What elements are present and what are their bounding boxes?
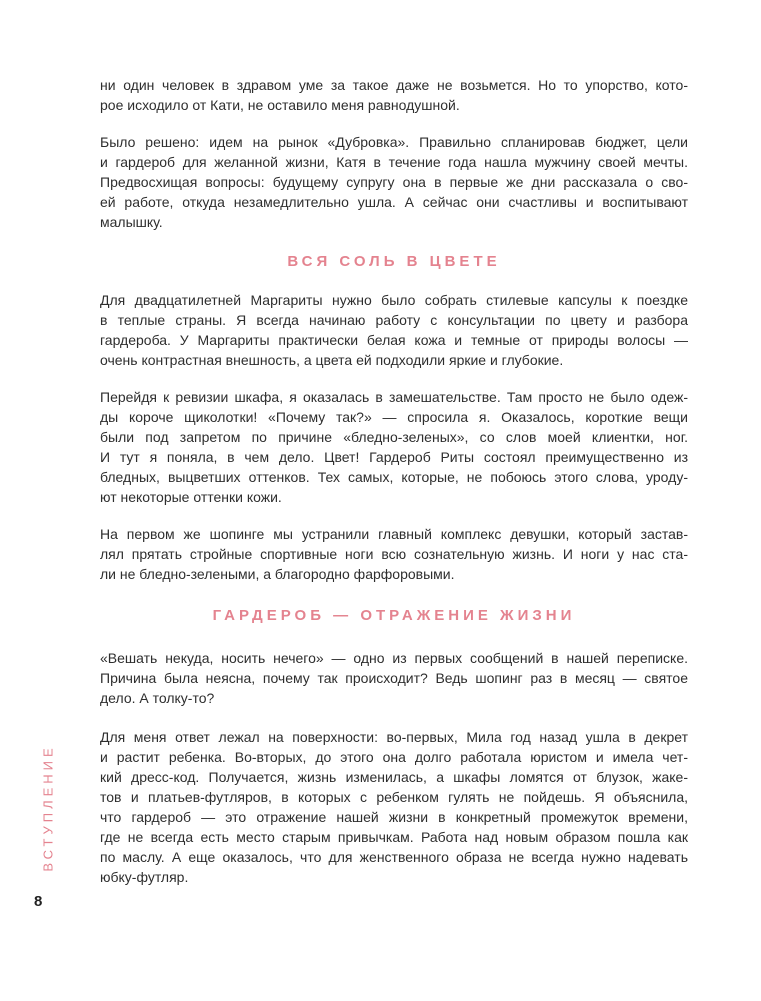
paragraph <box>100 290 688 370</box>
text-line: «Вешать некуда, носить нечего» — одно из первых сообщений в нашей переписке. <box>100 650 688 666</box>
text-line: бледных, выцветших оттенков. Тех самых, которые, не побоюсь этого слова, уроду- <box>100 469 688 485</box>
text-line: рое исходило от Кати, не оставило меня равнодушной. <box>100 97 460 113</box>
text-line: тов и платьев-футляров, в которых с ребенком гулять не пойдешь. Я объяснила, <box>100 789 688 805</box>
text-line: по маслу. А еще оказалось, что для женственного образа не всегда нужно надевать <box>100 849 688 865</box>
text-line: дело. А толку-то? <box>100 690 215 706</box>
text-line: малышку. <box>100 214 163 230</box>
text-line: На первом же шопинге мы устранили главный комплекс девушки, который застав- <box>100 526 688 542</box>
text-line: юбку-футляр. <box>100 869 189 885</box>
text-line: Было решено: идем на рынок «Дубровка». Правильно спланировав бюджет, цели <box>100 134 688 150</box>
paragraph <box>100 727 688 887</box>
text-line: где не всегда есть место старым привычкам. Работа над новым образом пошла как <box>100 829 688 845</box>
text-line: кий дресс-код. Получается, жизнь изменилась, а шкафы ломятся от блузок, жаке- <box>100 769 688 785</box>
text-line: что гардероб — это отражение нашей жизни в конкретный промежуток времени, <box>100 809 688 825</box>
text-line: гардероба. У Маргариты практически белая кожа и темные от природы волосы — <box>100 332 688 348</box>
paragraph <box>100 648 688 708</box>
text-line: и гардероб для желанной жизни, Катя в течение года нашла мужчину своей мечты. <box>100 154 688 170</box>
text-line: и растит ребенка. Во-вторых, до этого она долго работала юристом и имела чет- <box>100 749 688 765</box>
text-line: Предвосхищая вопросы: будущему супругу она в первые же дни рассказала о сво- <box>100 174 688 190</box>
text-line: Для двадцатилетней Маргариты нужно было собрать стилевые капсулы к поездке <box>100 292 688 308</box>
text-line: И тут я поняла, в чем дело. Цвет! Гардероб Риты состоял преимущественно из <box>100 449 688 465</box>
text-line: ды короче щиколотки! «Почему так?» — спросила я. Оказалось, короткие вещи <box>100 409 688 425</box>
section-heading: ВСЯ СОЛЬ В ЦВЕТЕ <box>287 253 501 270</box>
text-line: были под запретом по причине «бледно-зеленых», со слов моей клиентки, ног. <box>100 429 688 445</box>
paragraph <box>100 387 688 507</box>
text-line: лял прятать стройные спортивные ноги всю сознательную жизнь. И ноги у нас ста- <box>100 546 688 562</box>
text-line: Причина была неясна, почему так происходит? Ведь шопинг раз в месяц — святое <box>100 670 688 686</box>
paragraph <box>100 524 688 584</box>
text-line: ей работе, откуда незамедлительно ушла. А сейчас они счастливы и воспитывают <box>100 194 688 210</box>
text-line: Перейдя к ревизии шкафа, я оказалась в замешательстве. Там просто не было одеж- <box>100 389 688 405</box>
text-line: очень контрастная внешность, а цвета ей подходили яркие и глубокие. <box>100 352 564 368</box>
section-heading: ГАРДЕРОБ — ОТРАЖЕНИЕ ЖИЗНИ <box>212 607 576 624</box>
text-line: в теплые страны. Я всегда начинаю работу с консультации по цвету и разбора <box>100 312 688 328</box>
section-label-vertical: ВСТУПЛЕНИЕ <box>40 744 56 872</box>
text-line: ни один человек в здравом уме за такое даже не возьмется. Но то упорство, кото- <box>100 77 688 93</box>
text-line: ют некоторые оттенки кожи. <box>100 489 282 505</box>
text-line: Для меня ответ лежал на поверхности: во-первых, Мила год назад ушла в декрет <box>100 729 688 745</box>
page-number: 8 <box>34 893 43 910</box>
paragraph <box>100 75 688 115</box>
paragraph <box>100 132 688 232</box>
text-line: ли не бледно-зелеными, а благородно фарфоровыми. <box>100 566 455 582</box>
